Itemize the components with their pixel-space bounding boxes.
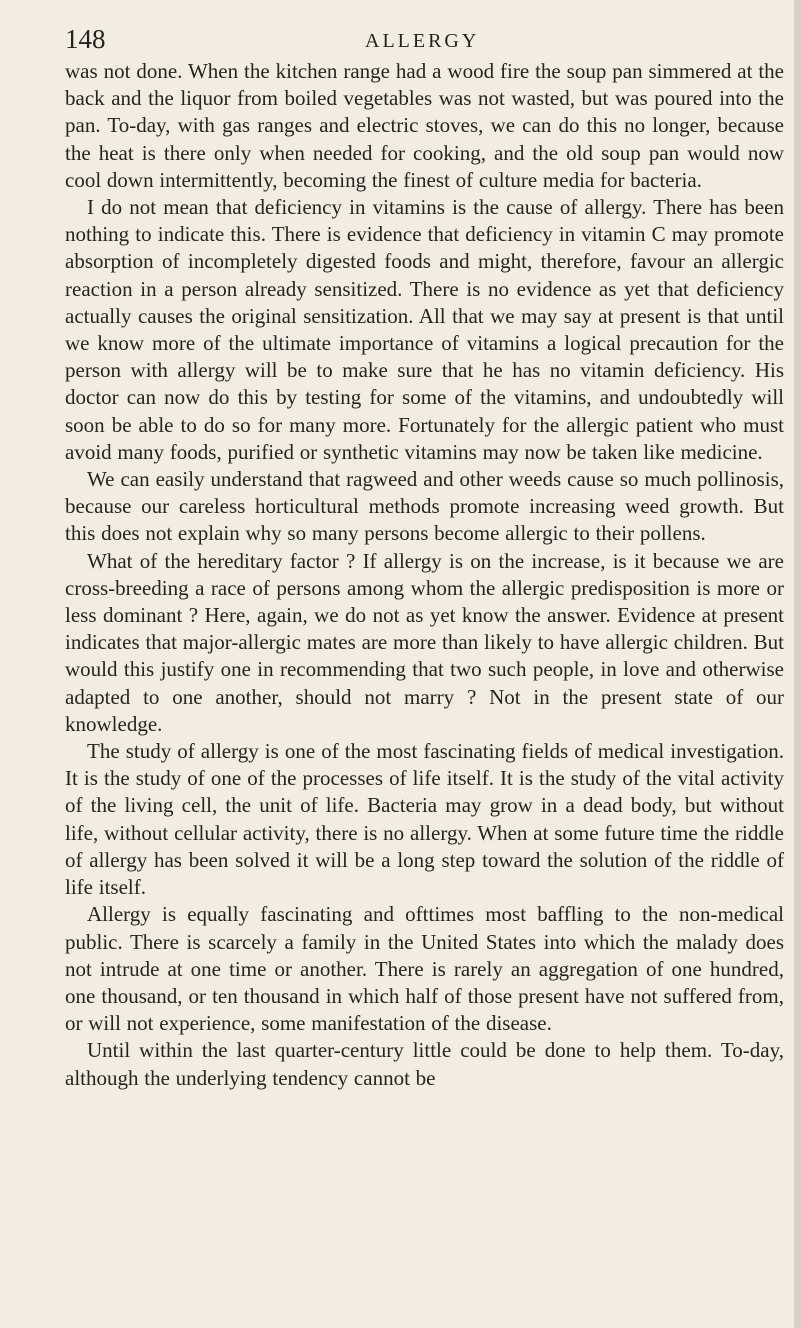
running-head: [65, 22, 784, 56]
body-text: [65, 58, 784, 1092]
paragraph: was not done. When the kitchen range had a wood fire the soup pan simmered at the back and the liquor from boiled vegetables was not wasted, but was poured into the pan. To-day, with gas ranges and electric stoves, we can do this no longer, because the heat is there only when needed for cooking, and the old soup pan would now cool down intermittently, becoming the finest of culture media for bacteria.: [65, 59, 784, 192]
paragraph: Allergy is equally fascinating and ofttimes most baffling to the non-medical public. There is scarcely a family in the United States into which the malady does not intrude at one time or another. There is rarely an aggregation of one hundred, one thousand, or ten thousand in which half of those present have not suffered from, or will not experience, some manifestation of the disease.: [65, 902, 784, 1036]
running-title: ALLERGY: [365, 30, 480, 52]
paragraph: I do not mean that deficiency in vitamins is the cause of allergy. There has been nothing to indicate this. There is evidence that deficiency in vitamin C may promote absorption of incompletely digested foods and might, therefore, favour an allergic reaction in a person already sensitized. There is no evidence as yet that deficiency actually causes the original sensitization. All that we may say at present is that until we know more of the ultimate importance of vitamins a logical precaution for the person with allergy will be to make sure that he has no vitamin deficiency. His doctor can now do this by testing for some of the vitamins, and undoubtedly will soon be able to do so for many more. Fortunately for the allergic patient who must avoid many foods, purified or synthetic vitamins may now be taken like medicine.: [65, 195, 784, 464]
page-number: 148: [65, 24, 106, 54]
paragraph: The study of allergy is one of the most fascinating fields of medical investigation. It is the study of one of the processes of life itself. It is the study of the vital activity of the living cell, the unit of life. Bacteria may grow in a dead body, but without life, without cellular activity, there is no allergy. When at some future time the riddle of allergy has been solved it will be a long step toward the solution of the riddle of life itself.: [65, 739, 784, 900]
paragraph: What of the hereditary factor ? If allergy is on the increase, is it because we are cross-breeding a race of persons among whom the allergic predisposition is more or less dominant ? Here, again, we do not as yet know the answer. Evidence at present indicates that major-allergic mates are more than likely to have allergic children. But would this justify one in recommending that two such people, in love and otherwise adapted to one another, should not marry ? Not in the present state of our knowledge.: [65, 548, 784, 736]
paragraph: Until within the last quarter-century little could be done to help them. To-day, although the underlying tendency cannot be: [65, 1038, 784, 1090]
page-edge: [794, 0, 801, 1328]
paragraph: We can easily understand that ragweed and other weeds cause so much pollinosis, because our careless horticultural methods promote increasing weed growth. But this does not explain why so many persons become allergic to their pollens.: [65, 467, 784, 546]
